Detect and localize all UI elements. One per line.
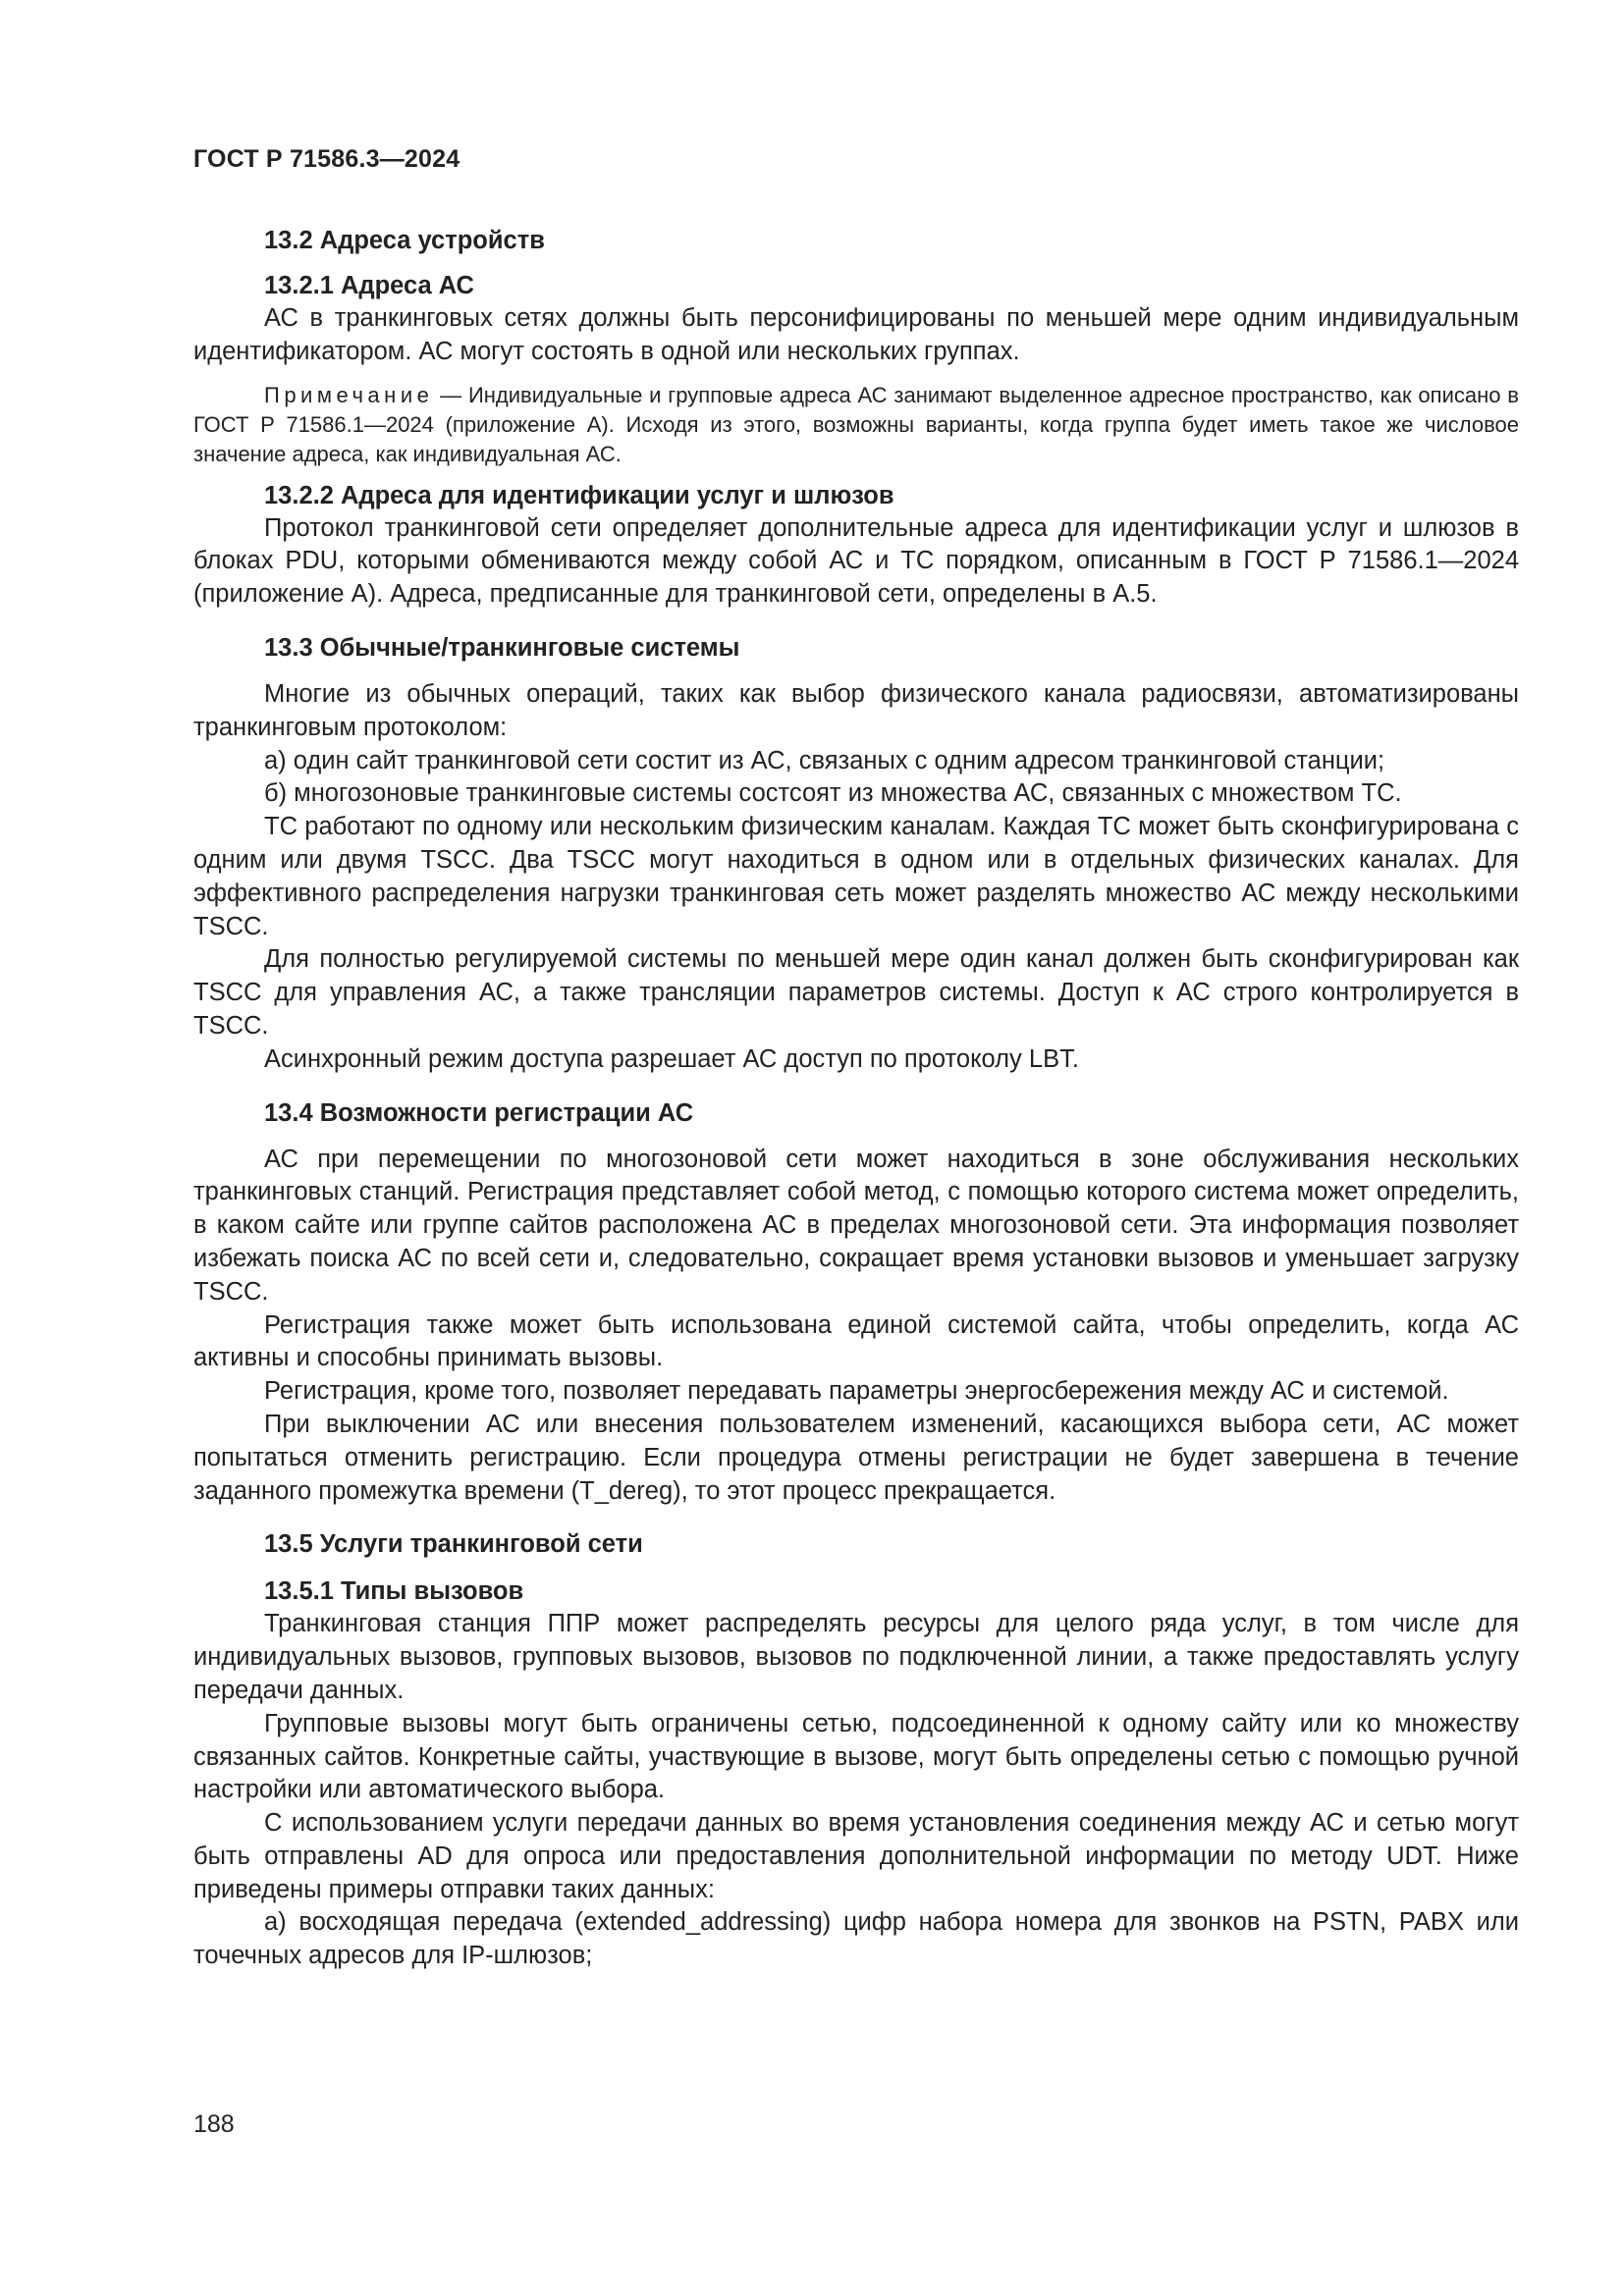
paragraph: Асинхронный режим доступа разрешает АС доступ по протоколу LBT. bbox=[264, 1044, 1079, 1073]
paragraph: С использованием услуги передачи данных во время установления соединения между АС и сетью могут быть отправлены AD для опроса или предоставления дополнительной информации по методу UDT. Ниже приведены примеры отправки таких данных: bbox=[193, 1809, 1519, 1903]
section-title-13-3: 13.3 Обычные/транкинговые системы bbox=[264, 633, 740, 662]
note-text: — Индивидуальные и групповые адреса АС занимают выделенное адресное пространство, как описано в ГОСТ Р 71586.1—2024 (приложение А). Исходя из этого, возможны варианты, когда группа будет иметь такое же числовое значение адреса, как индивидуальная АС. bbox=[193, 382, 1519, 466]
list-item: а) один сайт транкинговой сети состит из АС, связаных с одним адресом транкинговой станции; bbox=[264, 746, 1385, 774]
section-title-13-2: 13.2 Адреса устройств bbox=[264, 227, 545, 254]
paragraph: Транкинговая станция ППР может распределять ресурсы для целого ряда услуг, в том числе для индивидуальных вызовов, групповых вызовов, вызовов по подключенной линии, а также предоставлять услугу передачи данных. bbox=[193, 1610, 1519, 1704]
paragraph: Регистрация, кроме того, позволяет передавать параметры энергосбережения между АС и системой. bbox=[264, 1377, 1449, 1406]
paragraph: ТС работают по одному или нескольким физическим каналам. Каждая ТС может быть сконфигурирована с одним или двумя TSCC. Два TSCC могут находиться в одном или в отдельных физических каналах. Для эффективного распределения нагрузки транкинговая сеть может разделять множество АС между несколькими TSCC. bbox=[193, 813, 1519, 940]
page-number: 188 bbox=[193, 2110, 235, 2138]
page-body bbox=[193, 224, 1519, 1973]
paragraph: Регистрация также может быть использована единой системой сайта, чтобы определить, когда АС активны и способны принимать вызовы. bbox=[193, 1310, 1519, 1372]
section-title-13-5: 13.5 Услуги транкинговой сети bbox=[264, 1530, 643, 1559]
section-title-13-4: 13.4 Возможности регистрации АС bbox=[264, 1098, 694, 1127]
list-item: а) восходящая передача (extended_addressing) цифр набора номера для звонков на PSTN, PABX или точечных адресов для IP-шлюзов; bbox=[193, 1908, 1519, 1970]
subsection-title-13-2-1: 13.2.1 Адреса АС bbox=[264, 272, 474, 299]
document-header: ГОСТ Р 71586.3—2024 bbox=[193, 145, 460, 173]
list-item: б) многозоновые транкинговые системы состсоят из множества АС, связанных с множеством ТС. bbox=[264, 779, 1402, 808]
paragraph: Многие из обычных операций, таких как выбор физического канала радиосвязи, автоматизированы транкинговым протоколом: bbox=[193, 679, 1519, 741]
note bbox=[193, 381, 1519, 469]
paragraph: При выключении АС или внесения пользователем изменений, касающихся выбора сети, АС может попытаться отменить регистрацию. Если процедура отмены регистрации не будет завершена в течение заданного промежутка времени (T_dereg), то этот процесс прекращается. bbox=[193, 1410, 1519, 1505]
paragraph: АС в транкинговых сетях должны быть персонифицированы по меньшей мере одним индивидуальным идентификатором. АС могут состоять в одной или нескольких группах. bbox=[193, 304, 1519, 365]
note-label: Примечание bbox=[264, 382, 434, 407]
subsection-title-13-5-1: 13.5.1 Типы вызовов bbox=[264, 1577, 524, 1606]
paragraph: АС при перемещении по многозоновой сети может находиться в зоне обслуживания нескольких транкинговых станций. Регистрация представляет собой метод, с помощью которого система может определить, в каком сайте или группе сайтов расположена АС в пределах многозоновой сети. Эта информация позволяет избежать поиска АС по всей сети и, следовательно, сокращает время установки вызовов и уменьшает загрузку TSCC. bbox=[193, 1145, 1519, 1306]
paragraph: Протокол транкинговой сети определяет дополнительные адреса для идентификации услуг и шлюзов в блоках PDU, которыми обмениваются между собой АС и ТС порядком, описанным в ГОСТ Р 71586.1—2024 (приложение А). Адреса, предписанные для транкинговой сети, определены в А.5. bbox=[193, 513, 1519, 609]
subsection-title-13-2-2: 13.2.2 Адреса для идентификации услуг и шлюзов bbox=[264, 481, 894, 509]
paragraph: Для полностью регулируемой системы по меньшей мере один канал должен быть сконфигурирован как TSCC для управления АС, а также трансляции параметров системы. Доступ к АС строго контролируется в TSCC. bbox=[193, 945, 1519, 1040]
paragraph: Групповые вызовы могут быть ограничены сетью, подсоединенной к одному сайту или ко множеству связанных сайтов. Конкретные сайты, участвующие в вызове, могут быть определены сетью с помощью ручной настройки или автоматического выбора. bbox=[193, 1709, 1519, 1804]
